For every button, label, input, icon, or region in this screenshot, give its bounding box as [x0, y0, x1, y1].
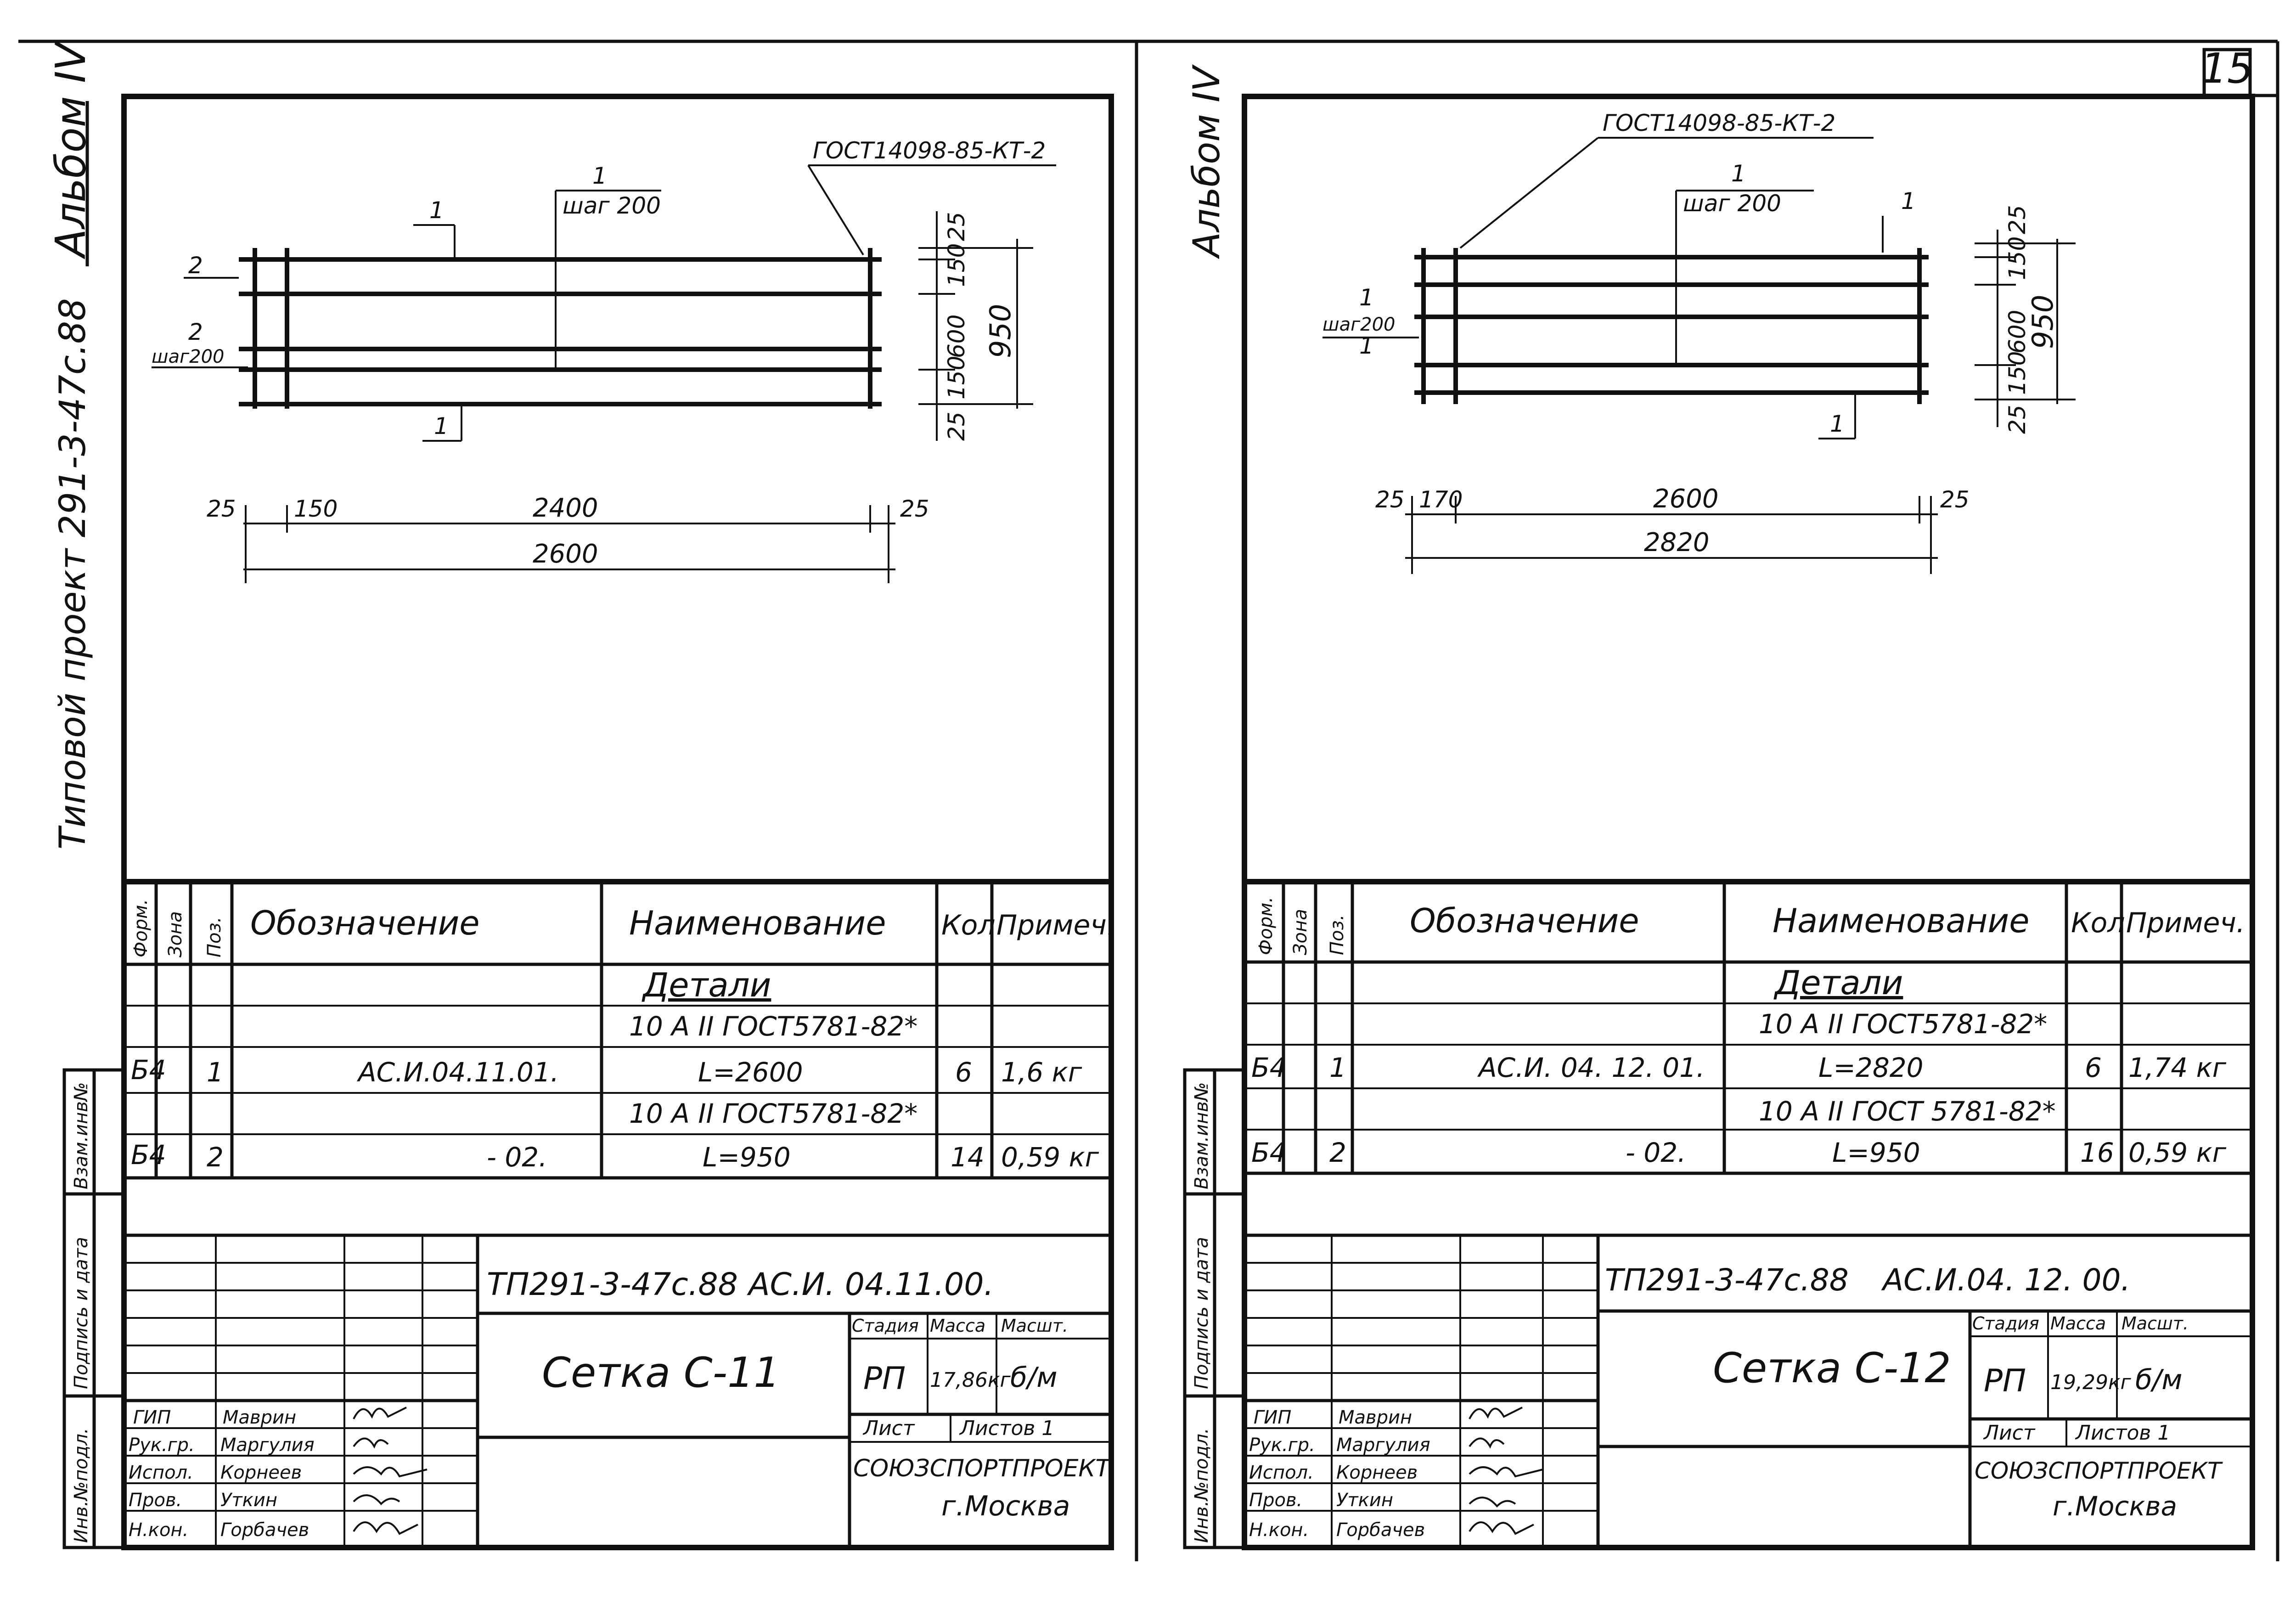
- row-material: 10 А II ГОСТ5781-82*: [629, 1011, 918, 1042]
- row-qty: 6: [955, 1057, 972, 1088]
- row-designation: - 02.: [1626, 1137, 1686, 1168]
- row-note: 1,74 кг: [2128, 1052, 2227, 1083]
- album-label: Альбом IV: [1185, 66, 1228, 257]
- row-length: L=950: [703, 1142, 791, 1173]
- dim-total: 2600: [533, 539, 598, 569]
- svg-text:ГИП: ГИП: [133, 1407, 171, 1428]
- row-form: Б4: [1251, 1052, 1287, 1083]
- svg-text:Листов 1: Листов 1: [2076, 1421, 2171, 1445]
- svg-text:Н.кон.: Н.кон.: [1249, 1520, 1309, 1541]
- svg-text:150: 150: [943, 243, 970, 287]
- stage-value: РП: [1984, 1363, 2026, 1399]
- signature: [1469, 1497, 1515, 1506]
- row-pos: 1: [1329, 1052, 1346, 1083]
- hdr-note: Примеч.: [2126, 907, 2245, 939]
- row-pos: 1: [207, 1057, 224, 1088]
- svg-text:150: 150: [2004, 351, 2031, 395]
- pos1-label-lower: 1: [434, 413, 449, 439]
- sheet-title: Сетка С-12: [1713, 1344, 1951, 1392]
- row-form: Б4: [131, 1139, 166, 1171]
- svg-text:Стадия: Стадия: [852, 1316, 919, 1336]
- svg-text:Испол.: Испол.: [1249, 1462, 1314, 1483]
- strip-replace-inv: Взам.инв№: [1191, 1082, 1212, 1189]
- pos2-label-top: 2: [188, 252, 203, 279]
- signature: [1469, 1439, 1504, 1447]
- hdr-name: Наименование: [1773, 901, 2030, 940]
- row-note: 0,59 кг: [2128, 1137, 2227, 1168]
- svg-text:Масса: Масса: [930, 1316, 986, 1336]
- project-code: ТП291-3-47с.88: [1605, 1262, 1849, 1298]
- pos1-label-upper: 1: [429, 197, 444, 224]
- row-length: L=2820: [1818, 1052, 1924, 1083]
- strip-inv-orig: Инв.№подл.: [1191, 1428, 1212, 1543]
- pos1-label-left: 1: [1359, 332, 1374, 359]
- dim-height: 950: [2026, 294, 2060, 349]
- row-designation: АС.И.04.11.01.: [358, 1057, 559, 1088]
- scale-value: б/м: [2135, 1364, 2183, 1396]
- row-form: Б4: [131, 1054, 166, 1086]
- mass-value: 17,86кг: [930, 1368, 1011, 1392]
- dim-inner: 2600: [1653, 484, 1719, 514]
- svg-text:25: 25: [943, 411, 970, 441]
- org-name: СОЮЗСПОРТПРОЕКТ: [1975, 1458, 2222, 1484]
- strip-sign-date: Подпись и дата: [1191, 1237, 1212, 1389]
- row-length: L=2600: [698, 1057, 803, 1088]
- signature: [354, 1522, 418, 1534]
- signature: [354, 1407, 406, 1419]
- svg-text:25: 25: [1940, 486, 1970, 513]
- row-material: 10 А II ГОСТ 5781-82*: [1759, 1096, 2056, 1127]
- title-block: [124, 1235, 1112, 1548]
- row-note: 0,59 кг: [1001, 1142, 1099, 1173]
- spec-table: [1244, 882, 2252, 1235]
- svg-text:150: 150: [943, 355, 970, 400]
- doc-code: АС.И.04. 12. 00.: [1883, 1262, 2131, 1298]
- signature: [354, 1439, 388, 1447]
- row-qty: 14: [951, 1142, 985, 1173]
- hdr-qty: Кол: [941, 909, 996, 941]
- org-name: СОЮЗСПОРТПРОЕКТ: [853, 1455, 1110, 1482]
- row-pos: 2: [207, 1142, 224, 1173]
- hdr-designation: Обозначение: [250, 904, 480, 942]
- section-details: Детали: [1775, 963, 1903, 1002]
- svg-text:Масшт.: Масшт.: [2122, 1313, 2189, 1334]
- album-label: Альбом IV: [47, 42, 95, 257]
- signature: [1469, 1467, 1543, 1476]
- step-label: шаг 200: [1683, 190, 1781, 217]
- hdr-name: Наименование: [629, 904, 886, 942]
- pos1-label-lower: 1: [1830, 411, 1845, 437]
- project-code: ТП291-3-47с.88: [487, 1266, 738, 1303]
- doc-code: АС.И. 04.11.00.: [748, 1266, 994, 1303]
- signature: [354, 1467, 427, 1476]
- svg-text:Уткин: Уткин: [220, 1490, 277, 1511]
- row-designation: АС.И. 04. 12. 01.: [1479, 1052, 1705, 1083]
- hdr-qty: Кол: [2071, 907, 2125, 939]
- svg-text:Маргулия: Маргулия: [1336, 1435, 1430, 1456]
- sheet-title: Сетка С-11: [542, 1349, 780, 1397]
- org-city: г.Москва: [941, 1490, 1070, 1522]
- svg-text:Н.кон.: Н.кон.: [129, 1520, 189, 1541]
- pos1-label-left: 1: [1359, 284, 1374, 311]
- row-qty: 16: [2080, 1137, 2114, 1168]
- svg-text:Лист: Лист: [863, 1417, 915, 1440]
- dim-height: 950: [984, 304, 1017, 358]
- hdr-designation: Обозначение: [1410, 901, 1639, 940]
- svg-text:25: 25: [1375, 486, 1405, 513]
- svg-text:Маргулия: Маргулия: [220, 1435, 315, 1456]
- signature: [1469, 1522, 1534, 1534]
- project-side-label: Типовой проект 291-3-47с.88: [52, 298, 94, 850]
- row-qty: 6: [2085, 1052, 2102, 1083]
- hdr-note: Примеч.: [996, 909, 1115, 941]
- title-block: [1244, 1235, 2252, 1548]
- mesh-drawing-c11: [152, 137, 1056, 583]
- svg-text:150: 150: [2004, 236, 2031, 280]
- signature: [354, 1495, 400, 1504]
- svg-text:Масшт.: Масшт.: [1001, 1316, 1068, 1336]
- row-form: Б4: [1251, 1137, 1287, 1168]
- hdr-form: Форм.: [130, 899, 152, 957]
- svg-text:600: 600: [2004, 310, 2031, 354]
- hdr-form: Форм.: [1255, 896, 1277, 955]
- hdr-zone: Зона: [1290, 909, 1311, 955]
- mesh-drawing-c12: [1322, 110, 2076, 574]
- mass-value: 19,29кг: [2050, 1371, 2131, 1394]
- svg-text:170: 170: [1419, 486, 1463, 513]
- row-designation: - 02.: [487, 1142, 547, 1173]
- row-pos: 2: [1329, 1137, 1346, 1168]
- strip-replace-inv: Взам.инв№: [71, 1082, 92, 1189]
- svg-text:Стадия: Стадия: [1972, 1313, 2039, 1334]
- svg-text:Лист: Лист: [1984, 1421, 2035, 1445]
- dim-inner: 2400: [533, 493, 598, 523]
- svg-text:25: 25: [2004, 405, 2031, 434]
- svg-text:600: 600: [943, 314, 970, 358]
- svg-text:Масса: Масса: [2050, 1313, 2106, 1334]
- gost-note: ГОСТ14098-85-КТ-2: [1603, 110, 1836, 136]
- hdr-zone: Зона: [165, 911, 186, 957]
- svg-text:25: 25: [207, 495, 236, 522]
- sheet-left: [47, 40, 1115, 1548]
- svg-text:Пров.: Пров.: [129, 1490, 182, 1511]
- svg-text:Рук.гр.: Рук.гр.: [129, 1435, 195, 1456]
- svg-text:Испол.: Испол.: [129, 1462, 193, 1483]
- svg-text:25: 25: [900, 495, 929, 522]
- svg-text:Маврин: Маврин: [1339, 1407, 1412, 1428]
- pos2-label-left: 2: [188, 319, 203, 345]
- step-label-left: шаг200: [1322, 314, 1396, 335]
- step-label: шаг 200: [563, 192, 661, 219]
- pos1-label-top: 1: [592, 163, 607, 189]
- svg-text:Рук.гр.: Рук.гр.: [1249, 1435, 1315, 1456]
- svg-text:Пров.: Пров.: [1249, 1490, 1303, 1511]
- svg-text:Листов 1: Листов 1: [960, 1417, 1055, 1440]
- hdr-pos: Поз.: [1327, 914, 1348, 955]
- signature: [1469, 1407, 1522, 1419]
- svg-text:25: 25: [2004, 205, 2031, 234]
- step-label-left: шаг200: [152, 346, 225, 367]
- hdr-pos: Поз.: [204, 917, 225, 957]
- pos1-label-top: 1: [1731, 160, 1746, 187]
- org-city: г.Москва: [2053, 1491, 2178, 1522]
- gost-note: ГОСТ14098-85-КТ-2: [813, 137, 1046, 164]
- page-number: 15: [2200, 45, 2254, 93]
- scale-value: б/м: [1010, 1362, 1058, 1394]
- svg-text:Уткин: Уткин: [1336, 1490, 1393, 1511]
- dim-total: 2820: [1644, 528, 1710, 557]
- svg-text:Корнеев: Корнеев: [220, 1462, 302, 1483]
- stage-value: РП: [863, 1361, 906, 1397]
- pos1-label-upper: 1: [1901, 188, 1916, 214]
- svg-text:Корнеев: Корнеев: [1336, 1462, 1418, 1483]
- row-material: 10 А II ГОСТ5781-82*: [1759, 1008, 2048, 1040]
- strip-sign-date: Подпись и дата: [71, 1237, 92, 1389]
- strip-inv-orig: Инв.№подл.: [71, 1428, 92, 1543]
- svg-text:25: 25: [943, 212, 970, 241]
- sheet-right: [1185, 41, 2278, 1561]
- row-note: 1,6 кг: [1001, 1057, 1082, 1088]
- svg-text:ГИП: ГИП: [1254, 1407, 1292, 1428]
- spec-table: [124, 882, 1115, 1235]
- row-material: 10 А II ГОСТ5781-82*: [629, 1098, 918, 1129]
- svg-text:Горбачев: Горбачев: [1336, 1520, 1425, 1541]
- section-details: Детали: [643, 966, 771, 1004]
- row-length: L=950: [1832, 1137, 1920, 1168]
- svg-text:150: 150: [294, 495, 338, 522]
- svg-text:Горбачев: Горбачев: [220, 1520, 310, 1541]
- svg-text:Маврин: Маврин: [223, 1407, 297, 1428]
